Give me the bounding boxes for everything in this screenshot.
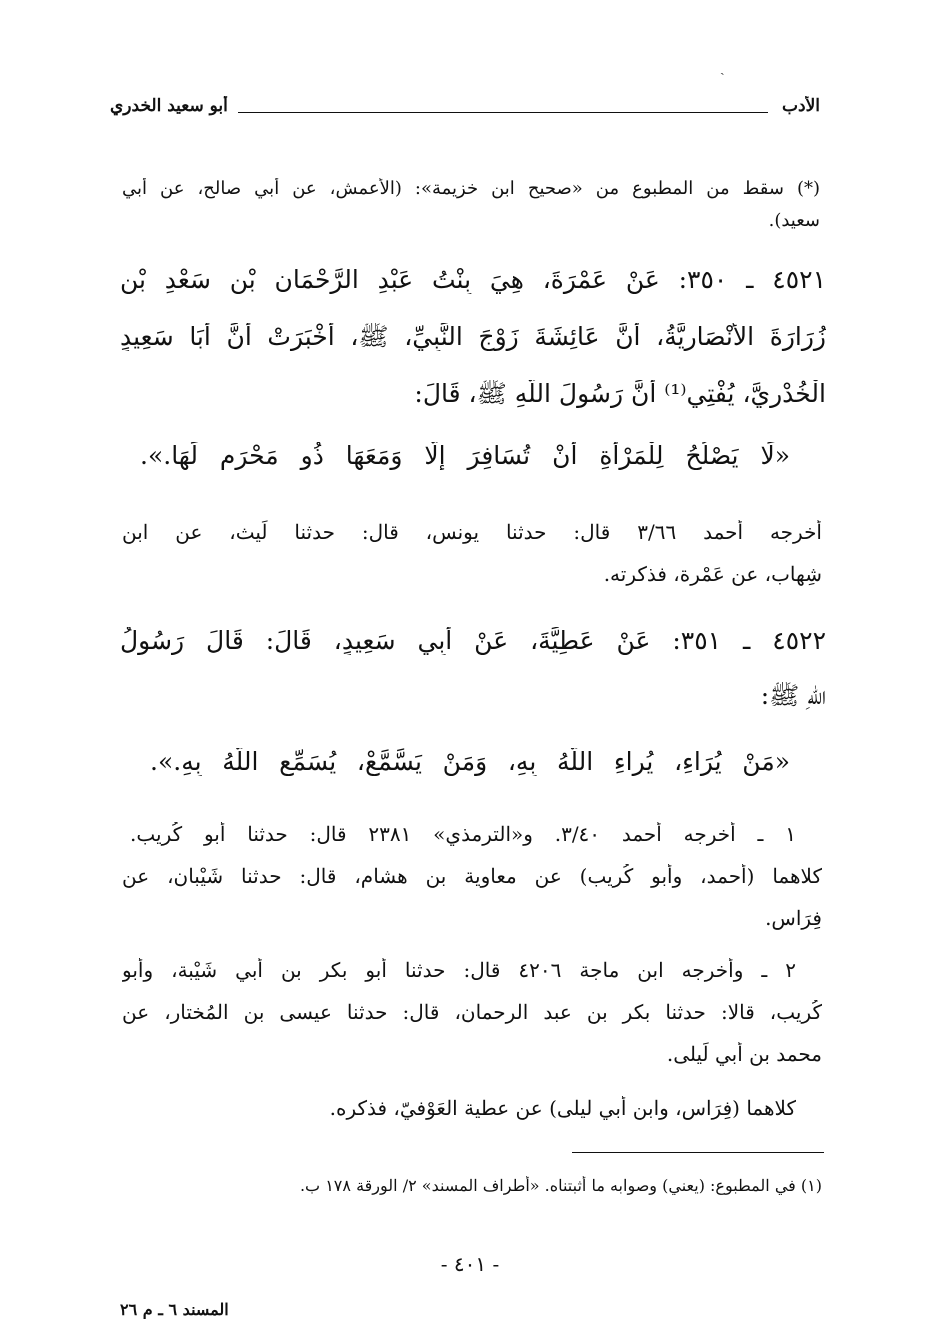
hadith-line: زُرَارَةَ الأَنْصَارِيَّةُ، أَنَّ عَائِشَةَ زَوْجَ النَّبِيِّ، ﷺ، أَخْبَرَتْ أَنَّ أَبَا سَعِيدٍ: [120, 323, 826, 351]
takhrij-line: أخرجه أحمد ٣/٦٦ قال: حدثنا يونس، قال: حدثنا لَيث، عن ابن: [122, 520, 822, 544]
takhrij-line: شِهاب، عن عَمْرة، فذكرته.: [603, 562, 822, 586]
ink-speck: ˎ: [720, 60, 725, 76]
footnote-rule: [572, 1152, 824, 1153]
takhrij-line: محمد بن أبي لَيلى.: [666, 1042, 822, 1066]
note-line: سعيد).: [768, 210, 820, 231]
header-rule: [238, 112, 768, 113]
takhrij-line: ٢ ـ وأخرجه ابن ماجة ٤٢٠٦ قال: حدثنا أبو بكر بن أبي شَيْبة، وأبو: [122, 958, 796, 982]
takhrij-line: ١ ـ أخرجه أحمد ٣/٤٠. و«الترمذي» ٢٣٨١ قال: حدثنا أبو كُريب.: [130, 822, 796, 846]
footnote: (١) في المطبوع: (يعني) وصوابه ما أثبتناه. «أطراف المسند» ٢/ الورقة ١٧٨ ب.: [299, 1176, 822, 1195]
takhrij-line: كلاهما (فِرَاس، وابن أبي ليلى) عن عطية العَوْفيّ، فذكره.: [329, 1096, 796, 1120]
page-number: - ٤٠١ -: [440, 1252, 500, 1276]
note-line: (*) سقط من المطبوع من «صحيح ابن خزيمة»: (الأعمش، عن أبي صالح، عن أبي: [122, 178, 820, 199]
header-subject: أبو سعيد الخدري: [110, 96, 228, 116]
hadith-line: ٤٥٢١ ـ ٣٥٠: عَنْ عَمْرَةَ، هِيَ بِنْتُ عَبْدِ الرَّحْمَانِ بْنِ سَعْدِ بْنِ: [120, 266, 826, 294]
hadith-matn: «مَنْ يُرَاءِ، يُراءِ اللّهُ بِهِ، وَمَنْ يَسَّمَّعْ، يُسَمِّعِ اللّهُ بِهِ.».: [150, 748, 790, 776]
header-chapter: الأدب: [782, 96, 820, 116]
takhrij-line: كُريب، قالا: حدثنا بكر بن عبد الرحمان، قال: حدثنا عيسى بن المُختار، عن: [122, 1000, 822, 1024]
takhrij-line: كلاهما (أحمد، وأبو كُريب) عن معاوية بن هشام، قال: حدثنا شَيْبان، عن: [122, 864, 822, 888]
takhrij-line: فِرَاس.: [765, 906, 822, 930]
hadith-line: اللّهِ ﷺ:: [760, 682, 826, 710]
hadith-line: الْخُدْرِيَّ، يُفْتِي⁽¹⁾ أَنَّ رَسُولَ اللّهِ ﷺ، قَالَ:: [414, 380, 826, 408]
hadith-matn: «لَا يَصْلُحُ لِلْمَرْأَةِ أَنْ تُسَافِرَ إِلَّا وَمَعَهَا ذُو مَحْرَمٍ لَهَا.».: [140, 442, 790, 470]
hadith-line: ٤٥٢٢ ـ ٣٥١: عَنْ عَطِيَّةَ، عَنْ أَبِي سَعِيدٍ، قَالَ: قَالَ رَسُولُ: [120, 627, 826, 655]
signature-mark: المسند ٦ ـ م ٢٦: [120, 1300, 229, 1319]
